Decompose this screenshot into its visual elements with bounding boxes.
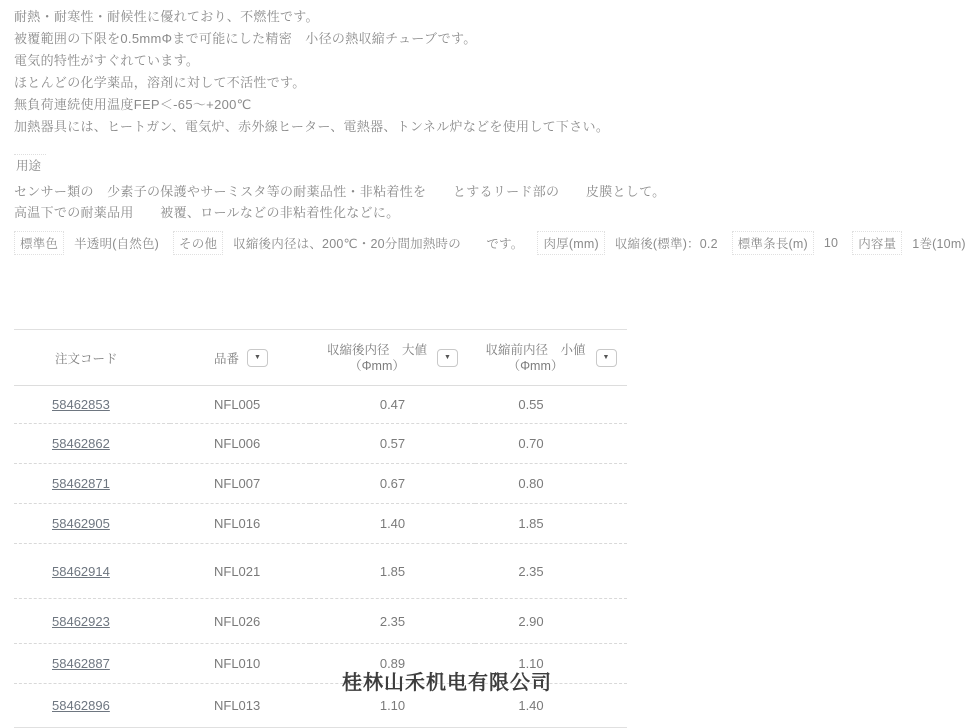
feature-line: ほとんどの化学薬品，溶剤に対して不活性です。 [14, 75, 306, 90]
spec-label-thickness: 肉厚(mm) [537, 231, 604, 255]
feature-line: 被覆範囲の下限を0.5mmΦまで可能にした精密 小径の熱収縮チューブです。 [14, 31, 477, 46]
spec-value: 10 [823, 236, 839, 250]
before-id-cell: 0.55 [518, 397, 544, 412]
column-header-after-shrink-id [310, 330, 475, 386]
order-code-link[interactable]: 58462887 [52, 656, 110, 671]
spec-value: 収縮後内径は、200℃・20分間加熱時の です。 [233, 237, 524, 251]
part-no-cell: NFL026 [170, 599, 310, 644]
spec-item [852, 231, 966, 255]
table-header-row [14, 330, 627, 386]
before-id-cell: 0.70 [475, 424, 627, 464]
after-id-cell: 0.47 [379, 397, 406, 412]
after-id-cell: 0.57 [310, 424, 475, 464]
part-no-cell: NFL021 [170, 544, 310, 599]
column-header-label: 注文コード [55, 351, 118, 366]
spec-item [732, 231, 838, 255]
part-no-cell: NFL010 [170, 644, 310, 684]
before-id-cell: 1.40 [475, 684, 627, 728]
column-header-order-code [14, 330, 170, 386]
spec-label-standard-length: 標準条長(m) [732, 231, 814, 255]
spec-label-other: その他 [173, 231, 223, 255]
spec-strip [14, 231, 966, 255]
table-row [14, 424, 627, 464]
usage-line: センサー類の 少素子の保護やサーミスタ等の耐薬品性・非粘着性を とするリード部の 皮膜として。 [14, 184, 666, 199]
column-header-before-shrink-id [475, 330, 627, 386]
column-header-sublabel: （Φmm） [507, 358, 564, 373]
order-code-link[interactable]: 58462923 [52, 613, 110, 629]
after-id-cell: 0.89 [310, 644, 475, 684]
spec-label-standard-color: 標準色 [14, 231, 64, 255]
table-row [14, 464, 627, 504]
order-code-link[interactable]: 58462914 [52, 563, 110, 579]
sort-button[interactable] [437, 349, 458, 367]
column-header-label: 品番 [214, 351, 240, 366]
before-id-cell: 1.85 [475, 504, 627, 544]
column-header-label: 収縮後内径 大値 [326, 342, 427, 357]
spec-item [537, 231, 717, 255]
after-id-cell: 1.40 [310, 504, 475, 544]
table-row [14, 599, 627, 644]
usage-label: 用途 [14, 154, 46, 178]
part-no-cell: NFL005 [214, 397, 261, 412]
column-header-part-no [170, 330, 310, 386]
after-id-cell: 1.85 [310, 544, 475, 599]
part-no-cell: NFL007 [170, 464, 310, 504]
usage-section [14, 154, 900, 223]
sort-button[interactable] [247, 349, 268, 367]
order-code-link[interactable]: 58462905 [52, 516, 110, 531]
column-header-sublabel: （Φmm） [349, 358, 405, 373]
part-no-cell: NFL006 [170, 424, 310, 464]
company-watermark: 桂林山禾机电有限公司 [342, 672, 552, 694]
part-no-cell: NFL013 [170, 684, 310, 728]
table-row [14, 504, 627, 544]
sort-arrow-icon: ▼ [602, 354, 610, 361]
spec-value: 1巻(10m) [912, 237, 966, 251]
spec-value: 収縮後(標準)：0.2 [614, 237, 718, 251]
after-id-cell: 1.10 [310, 684, 475, 728]
spec-label-content: 内容量 [852, 231, 902, 255]
before-id-cell: 2.35 [475, 544, 627, 599]
feature-line: 加熱器具には、ヒートガン、電気炉、赤外線ヒーター、電熱器、トンネル炉などを使用して下さい。 [14, 119, 610, 134]
column-header-label: 収縮前内径 小値 [485, 342, 586, 357]
after-id-cell: 2.35 [310, 599, 475, 644]
spec-value: 半透明(自然色) [74, 237, 160, 251]
usage-line: 高温下での耐薬品用 被覆、ロールなどの非粘着性化などに。 [14, 205, 400, 220]
after-id-cell: 0.67 [310, 464, 475, 504]
sort-button[interactable] [596, 349, 617, 367]
spec-item [14, 231, 159, 255]
sort-arrow-icon: ▼ [254, 354, 261, 361]
before-id-cell: 1.10 [475, 644, 627, 684]
feature-line: 無負荷連続使用温度FEP＜-65～+200℃ [14, 97, 252, 112]
feature-list [14, 6, 900, 138]
feature-line: 耐熱・耐寒性・耐候性に優れており、不燃性です。 [14, 9, 319, 24]
table-row [14, 544, 627, 599]
table-row [14, 386, 627, 424]
before-id-cell: 2.90 [475, 599, 627, 644]
order-code-link[interactable]: 58462896 [52, 698, 110, 713]
order-code-link[interactable]: 58462853 [52, 397, 110, 412]
feature-line: 電気的特性がすぐれています。 [14, 53, 200, 68]
order-code-link[interactable]: 58462862 [52, 436, 110, 451]
before-id-cell: 0.80 [475, 464, 627, 504]
order-code-link[interactable]: 58462871 [52, 476, 110, 491]
sort-arrow-icon: ▼ [444, 354, 451, 361]
part-no-cell: NFL016 [170, 504, 310, 544]
spec-item [173, 231, 523, 255]
